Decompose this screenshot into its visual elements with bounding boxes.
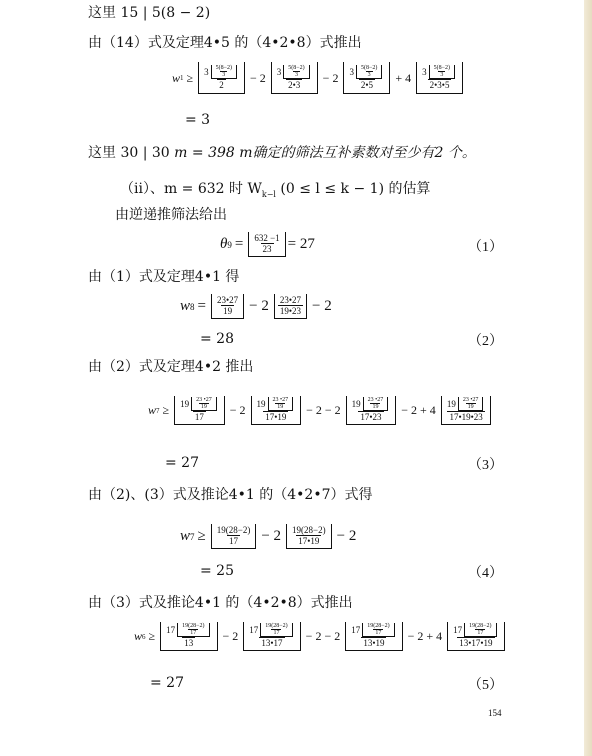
line-5: （ii）、m = 632 时 $W_{k-l}$ (0 ≤ l ≤ k − 1) 的估算	[120, 181, 431, 199]
line-11: 由（2)、(3）式及推论4•1 的（4•2•7）式得	[88, 487, 373, 503]
formula-w1: w 1 ≥ 3 $\frac{5(8-2)}{3}$ 2 − 2 3 $\frac{5(8-2)}{3}$ 2•3 − 2 3 $\frac{5(8-2)}{3}$ 2•5 + 4 3 $\frac{5(8-2)}{3}$ 2•3•5	[172, 62, 465, 94]
bracket-term-3: 3 $\frac{5(8-2)}{3}$ 2•5	[343, 62, 390, 94]
line-2: 由（14）式及定理4•5 的（4•2•8）式推出	[88, 35, 362, 51]
eq-number-4: （4）	[468, 566, 503, 581]
page-number: 154	[488, 708, 502, 718]
eq-number-5: （5）	[468, 678, 503, 693]
formula-w7-short: w 7 ≥ 19(28−2) 17 − 2 19(28−2) 17•19 − 2	[180, 524, 359, 549]
eq-number-2: （2）	[468, 334, 503, 349]
formula-w6-expanded: w 6 ≥ 17 $\frac{19(28-2)}{17}$ 13 − 2 17 $\frac{19(28-2)}{17}$ 13•17 − 2 − 2 17 $\frac{19(28-2)}{17}$ 13•19 − 2 + 4 17 $\frac{19(28-2)}{17}$ 13•17•19	[134, 622, 507, 651]
formula-theta: θ 9 = 632 −1 23 = 27	[220, 232, 315, 257]
bracket-term-1: 3 $\frac{5(8-2)}{3}$ 2	[198, 62, 245, 94]
formula-w7-expanded: w 7 ≥ 19 $\frac{23 •27}{19}$ 17 − 2 19 $\frac{23 •27}{19}$ 17•19 − 2 − 2 19 $\frac{23 •27}{19}$ 17•23 − 2 + 4 19 $\frac{23 •27}{19}$ 17•19•23	[148, 396, 493, 425]
eq-number-1: （1）	[468, 240, 503, 255]
result-w7b: = 25	[200, 563, 234, 579]
result-w8: = 28	[200, 331, 234, 347]
bracket-term-4: 3 $\frac{5(8-2)}{3}$ 2•3•5	[416, 62, 463, 94]
line-4: 这里 30 | 30 m = 398 m确定的筛法互补素数对至少有2 个。	[88, 145, 476, 161]
result-w1: = 3	[185, 112, 211, 128]
bracket-theta: 632 −1 23	[248, 232, 285, 257]
line-1: 这里 15 | 5(8 − 2)	[88, 5, 211, 21]
line-7: 由（1）式及定理4•1 得	[88, 269, 240, 285]
result-w7a: = 27	[165, 455, 199, 471]
result-w6: = 27	[150, 675, 184, 691]
line-13: 由（3）式及推论4•1 的（4•2•8）式推出	[88, 595, 353, 611]
bracket-term-2: 3 $\frac{5(8-2)}{3}$ 2•3	[271, 62, 318, 94]
page-edge	[584, 0, 592, 756]
line-9: 由（2）式及定理4•2 推出	[88, 359, 254, 375]
eq-number-3: （3）	[468, 458, 503, 473]
line-6: 由逆递推筛法给出	[115, 207, 227, 223]
formula-w8: w 8 = 23•27 19 − 2 23•27 19•23 − 2	[180, 294, 335, 319]
